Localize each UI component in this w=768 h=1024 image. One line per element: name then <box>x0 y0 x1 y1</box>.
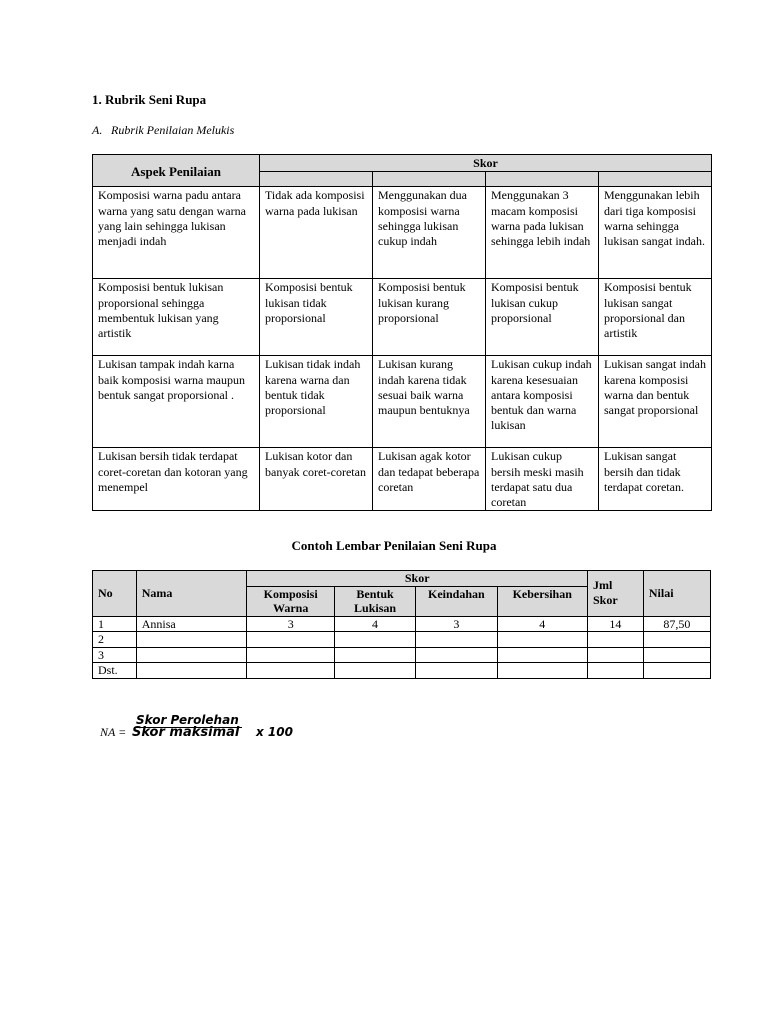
subsection-letter: A. <box>92 123 103 137</box>
header-kebersihan: Kebersihan <box>497 586 587 616</box>
formula-multiplier: x 100 <box>256 725 293 739</box>
score-cell: Lukisan tidak indah karena warna dan bentuk tidak proporsional <box>260 356 373 448</box>
cell-nilai <box>643 647 710 663</box>
header-jml-skor: Jml Skor <box>587 571 643 617</box>
formula-denominator: Skor maksimal <box>132 725 240 740</box>
score-cell: Lukisan kotor dan banyak coret-coretan <box>260 448 373 511</box>
cell-jml <box>587 632 643 648</box>
cell-kebersihan <box>497 632 587 648</box>
table-row <box>93 663 711 679</box>
score-cell: Lukisan kurang indah karena tidak sesuai baik warna maupun bentuknya <box>373 356 486 448</box>
cell-kebersihan <box>497 647 587 663</box>
na-formula <box>100 711 330 751</box>
cell-komposisi <box>247 632 334 648</box>
cell-keindahan <box>416 647 497 663</box>
cell-jml: 14 <box>587 616 643 632</box>
cell-keindahan: 3 <box>416 616 497 632</box>
header-skor-sub <box>260 172 373 187</box>
score-cell: Komposisi bentuk lukisan tidak proporsional <box>260 279 373 356</box>
cell-bentuk: 4 <box>334 616 415 632</box>
cell-jml <box>587 663 643 679</box>
aspek-cell: Komposisi bentuk lukisan proporsional sehingga membentuk lukisan yang artistik <box>93 279 260 356</box>
header-skor-sub <box>599 172 712 187</box>
aspek-cell: Lukisan bersih tidak terdapat coret-coretan dan kotoran yang menempel <box>93 448 260 511</box>
cell-komposisi <box>247 663 334 679</box>
header-nilai: Nilai <box>643 571 710 617</box>
score-cell: Komposisi bentuk lukisan sangat proporsional dan artistik <box>599 279 712 356</box>
rubric-row <box>93 187 712 279</box>
rubric-row <box>93 279 712 356</box>
formula-numerator: Skor Perolehan <box>136 713 239 727</box>
cell-bentuk <box>334 632 415 648</box>
score-cell: Tidak ada komposisi warna pada lukisan <box>260 187 373 279</box>
rubric-row <box>93 356 712 448</box>
score-cell: Menggunakan lebih dari tiga komposisi warna sehingga lukisan sangat indah. <box>599 187 712 279</box>
score-cell: Komposisi bentuk lukisan kurang proporsional <box>373 279 486 356</box>
rubric-table <box>92 154 712 511</box>
subsection-title <box>92 123 234 138</box>
cell-nama <box>136 663 247 679</box>
cell-keindahan <box>416 632 497 648</box>
cell-nama <box>136 632 247 648</box>
cell-jml <box>587 647 643 663</box>
header-skor: Skor <box>260 155 712 172</box>
aspek-cell: Komposisi warna padu antara warna yang satu dengan warna yang lain sehingga lukisan menjadi indah <box>93 187 260 279</box>
score-cell: Lukisan cukup indah karena kesesuaian antara komposisi bentuk dan warna lukisan <box>486 356 599 448</box>
header-komposisi: Komposisi Warna <box>247 586 334 616</box>
header-keindahan: Keindahan <box>416 586 497 616</box>
cell-nilai <box>643 663 710 679</box>
cell-no: 3 <box>93 647 137 663</box>
cell-kebersihan <box>497 663 587 679</box>
cell-keindahan <box>416 663 497 679</box>
header-aspek: Aspek Penilaian <box>93 155 260 187</box>
cell-komposisi <box>247 647 334 663</box>
cell-no: Dst. <box>93 663 137 679</box>
assessment-sheet-table <box>92 570 711 679</box>
cell-bentuk <box>334 663 415 679</box>
score-cell: Menggunakan 3 macam komposisi warna pada lukisan sehingga lebih indah <box>486 187 599 279</box>
table-row <box>93 647 711 663</box>
score-cell: Lukisan agak kotor dan tedapat beberapa coretan <box>373 448 486 511</box>
aspek-cell: Lukisan tampak indah karna baik komposisi warna maupun bentuk sangat proporsional . <box>93 356 260 448</box>
cell-nilai <box>643 632 710 648</box>
header-skor-sub <box>373 172 486 187</box>
cell-no: 1 <box>93 616 137 632</box>
table-row <box>93 616 711 632</box>
cell-kebersihan: 4 <box>497 616 587 632</box>
cell-nama: Annisa <box>136 616 247 632</box>
header-no: No <box>93 571 137 617</box>
score-cell: Lukisan sangat bersih dan tidak terdapat coretan. <box>599 448 712 511</box>
score-cell: Komposisi bentuk lukisan cukup proporsional <box>486 279 599 356</box>
example-title: Contoh Lembar Penilaian Seni Rupa <box>291 538 497 553</box>
header-skor-sub <box>486 172 599 187</box>
table-row <box>93 632 711 648</box>
score-cell: Menggunakan dua komposisi warna sehingga lukisan cukup indah <box>373 187 486 279</box>
header-nama: Nama <box>136 571 247 617</box>
cell-no: 2 <box>93 632 137 648</box>
cell-bentuk <box>334 647 415 663</box>
header-bentuk: Bentuk Lukisan <box>334 586 415 616</box>
score-cell: Lukisan sangat indah karena komposisi warna dan bentuk sangat proporsional <box>599 356 712 448</box>
rubric-row <box>93 448 712 511</box>
cell-komposisi: 3 <box>247 616 334 632</box>
cell-nilai: 87,50 <box>643 616 710 632</box>
section-title: 1. Rubrik Seni Rupa <box>92 92 207 107</box>
cell-nama <box>136 647 247 663</box>
subsection-label: Rubrik Penilaian Melukis <box>111 123 235 137</box>
score-cell: Lukisan cukup bersih meski masih terdapat satu dua coretan <box>486 448 599 511</box>
formula-lhs: NA = <box>100 725 127 739</box>
header-skor: Skor <box>247 571 587 587</box>
